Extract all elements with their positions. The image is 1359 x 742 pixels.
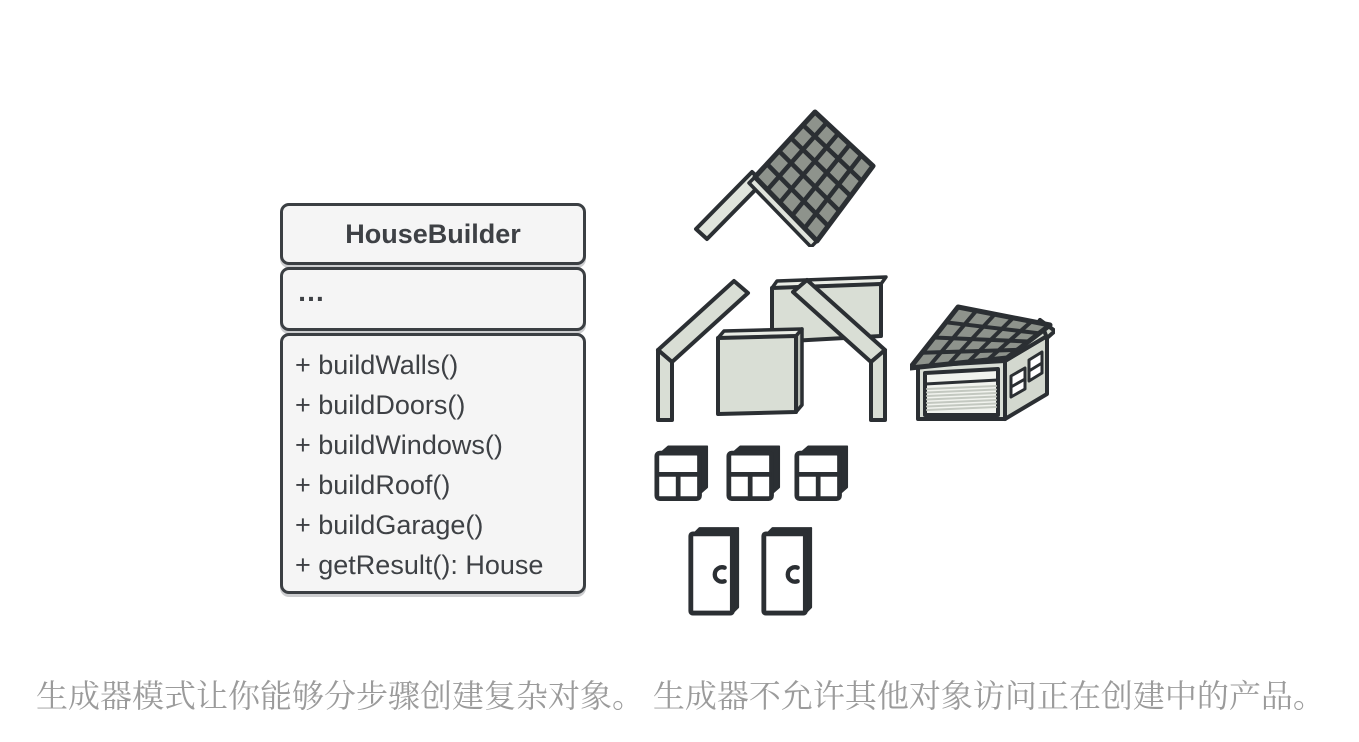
window-illustration (654, 444, 709, 502)
window-illustration (794, 444, 849, 502)
garage-illustration (910, 294, 1055, 424)
walls-illustration (650, 272, 890, 427)
uml-class-name: HouseBuilder (345, 218, 521, 249)
uml-method: + getResult(): House (295, 550, 544, 580)
uml-attributes-placeholder: … (297, 276, 327, 307)
door-panel (691, 534, 733, 613)
roof-shingle-panel (755, 112, 873, 241)
uml-method: + buildWalls() (295, 350, 459, 380)
uml-method: + buildDoors() (295, 390, 466, 420)
window-illustration (726, 444, 781, 502)
uml-class-methods-compartment (280, 333, 586, 594)
uml-method: + buildRoof() (295, 470, 451, 500)
door-illustration (759, 526, 815, 620)
uml-method: + buildWindows() (295, 430, 503, 460)
door-illustration (686, 526, 742, 620)
uml-method: + buildGarage() (295, 510, 484, 540)
uml-class-attributes-compartment (280, 267, 586, 331)
door-panel (764, 534, 806, 613)
caption: 生成器模式让你能够分步骤创建复杂对象。 生成器不允许其他对象访问正在创建中的产品。 (36, 678, 1325, 714)
garage-door (925, 369, 998, 415)
uml-class-housebuilder (280, 203, 586, 594)
wall-panel-front (718, 329, 802, 414)
roof-illustration (688, 102, 888, 247)
uml-class-name-compartment (280, 203, 586, 265)
